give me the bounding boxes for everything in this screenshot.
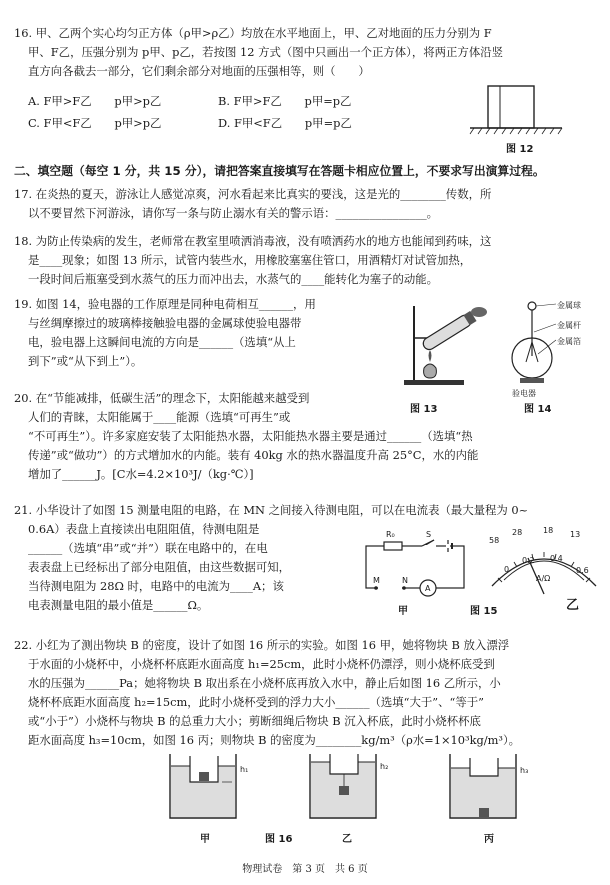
- q16-option-d: D. F甲<F乙 p甲=p乙: [218, 116, 352, 130]
- question-20: [14, 389, 600, 484]
- q21-line: 21. 小华设计了如图 15 测量电阻的电路，在 MN 之间接入待测电阻，可以在电流表（最大量程为 0~: [14, 503, 529, 517]
- section-heading: 二、填空题（每空 1 分，共 15 分），请把答案直接填写在答题卡相应位置上，不要求写出演算过程。: [14, 164, 545, 178]
- q20-line: 20. 在“节能减排，低碳生活”的理念下，太阳能越来越受到: [14, 391, 310, 405]
- fig16-h2: h₂: [380, 762, 389, 771]
- figure-12-cube: [470, 82, 570, 138]
- fig16-h3: h₃: [520, 766, 529, 775]
- q22-line: 距水面高度 h₃=10cm，如图 16 丙；则物块 B 的密度为________kg/m³（ρ水=1×10³kg/m³）。: [28, 733, 521, 747]
- q18-line: 一段时间后瓶塞受到水蒸气的压力而冲出去，水蒸气的____能转化为塞子的动能。: [28, 272, 439, 286]
- page-footer: 物理试卷 第 3 页 共 6 页: [242, 864, 368, 875]
- q21-line: 当待测电阻为 28Ω 时，电路中的电流为____A；该: [28, 579, 284, 593]
- fig15-label-r0: R₀: [386, 530, 395, 539]
- fig16-sub-jia: 甲: [200, 834, 210, 845]
- q16-option-a: A. F甲>F乙 p甲>p乙: [28, 94, 162, 108]
- dial-tick: 0: [504, 565, 510, 574]
- question-18: [14, 232, 600, 289]
- q22-line: 于水面的小烧杯中，小烧杯杯底距水面高度 h₁=25cm，此时小烧杯仍漂浮，则小烧杯底受到: [28, 657, 495, 671]
- question-19: [14, 295, 394, 371]
- fig16-sub-yi: 乙: [342, 834, 352, 845]
- q16-line: 直方向各截去一部分，它们剩余部分对地面的压强相等，则（ ）: [28, 64, 370, 78]
- figure-16-beaker-jia: [168, 752, 244, 824]
- figure-16-beaker-yi: [308, 752, 384, 824]
- figure-12-caption: 图 12: [506, 144, 534, 155]
- q22-line: 或“小于”）小烧杯与物块 B 的总重力大小；剪断细绳后物块 B 沉入杯底，此时小烧杯杯底: [28, 714, 481, 728]
- q18-line: 是____现象；如图 13 所示，试管内装些水，用橡胶塞塞住管口，用酒精灯对试管加热，: [28, 253, 472, 267]
- fig15-label-n: N: [402, 576, 408, 585]
- figure-16-beaker-bing: [448, 752, 524, 824]
- figure-14-electroscope: [508, 296, 598, 396]
- question-22: [14, 636, 600, 750]
- figure-13-test-tube-apparatus: [400, 300, 490, 396]
- q20-line: 人们的青睐，太阳能属于____能源（选填“可再生”或: [28, 410, 291, 424]
- fig15-sub-jia: 甲: [398, 606, 408, 617]
- q17-line: 以不要冒然下河游泳，请你写一条与防止溺水有关的警示语：________________。: [28, 206, 439, 220]
- q17-line: 17. 在炎热的夏天，游泳让人感觉凉爽，河水看起来比真实的要浅，这是光的________传数，所: [14, 187, 492, 201]
- fig16-h1: h₁: [240, 765, 249, 774]
- fig15-sub-yi: 乙: [566, 598, 580, 613]
- q16-line: 16. 甲、乙两个实心均匀正方体（ρ甲>ρ乙）均放在水平地面上，甲、乙对地面的压力分别为 F: [14, 26, 492, 40]
- q20-line: 传递”或“做功”）的方式增加水的内能。装有 40kg 水的热水器温度升高 25°C，水的内能: [28, 448, 479, 462]
- fig15-label-m: M: [373, 576, 380, 585]
- question-17: [14, 185, 600, 223]
- q22-line: 22. 小红为了测出物块 B 的密度，设计了如图 16 所示的实验。如图 16 甲，她将物块 B 放入漂浮: [14, 638, 510, 652]
- q16-option-c: C. F甲<F乙 p甲>p乙: [28, 116, 162, 130]
- dial-tick: 58: [489, 536, 500, 545]
- q21-line: 电表测量电阻的最小值是______Ω。: [28, 598, 209, 612]
- q19-line: 与丝绸摩擦过的玻璃棒接触验电器的金属球使验电器带: [28, 316, 302, 330]
- fig15-label-s: S: [426, 530, 432, 539]
- q19-line: 19. 如图 14，验电器的工作原理是同种电荷相互______，用: [14, 297, 316, 311]
- dial-tick: 18: [543, 526, 554, 535]
- dial-tick: 13: [570, 530, 581, 539]
- q16-line: 甲、F乙，压强分别为 p甲、p乙，若按图 12 方式（图中只画出一个正方体），将两正方体沿竖: [28, 45, 503, 59]
- q16-option-b: B. F甲>F乙 p甲=p乙: [218, 94, 352, 108]
- q22-line: 水的压强为______Pa；她将物块 B 取出系在小烧杯底再放入水中，静止后如图 16 乙所示，小: [28, 676, 501, 690]
- q21-line: ______（选填“串”或“并”）联在电路中的，在电: [28, 541, 268, 555]
- q20-line: “不可再生”）。许多家庭安装了太阳能热水器，太阳能热水器主要是通过______（选填“热: [28, 429, 473, 443]
- q20-line: 增加了______J。[C水=4.2×10³J/（kg·℃）]: [28, 467, 254, 481]
- q19-line: 到下”或“从下到上”）。: [28, 354, 143, 368]
- fig14-label-name: 验电器: [512, 389, 536, 398]
- fig14-label-foil: 金属箔: [557, 337, 581, 346]
- q19-line: 电，验电器上这瞬间电流的方向是______（选填“从上: [28, 335, 296, 349]
- dial-tick: 0.4: [550, 554, 563, 563]
- q22-line: 烧杯杯底距水面高度 h₂=15cm，此时小烧杯受到的浮力大小______（选填“大于”、“等于”: [28, 695, 484, 709]
- fig14-label-ball: 金属球: [557, 301, 581, 310]
- q21-line: 0.6A）表盘上直接读出电阻阻值，待测电阻是: [28, 522, 260, 536]
- question-16: [14, 24, 600, 81]
- figure-13-caption: 图 13: [410, 404, 438, 415]
- dial-tick: 28: [512, 528, 523, 537]
- figure-15-circuit: [362, 540, 472, 596]
- q18-line: 18. 为防止传染病的发生，老师常在教室里喷洒消毒液，没有喷洒药水的地方也能闻到药味，这: [14, 234, 492, 248]
- figure-16-caption: 图 16: [265, 834, 293, 845]
- dial-tick: 0.2: [522, 556, 535, 565]
- figure-15-caption: 图 15: [470, 606, 498, 617]
- q21-line: 表表盘上已经标出了部分电阻值，由这些数据可知，: [28, 560, 290, 574]
- figure-14-caption: 图 14: [524, 404, 552, 415]
- fig14-label-rod: 金属杆: [557, 321, 581, 330]
- fig16-sub-bing: 丙: [484, 834, 494, 845]
- dial-tick: 0.6: [576, 566, 589, 575]
- dial-unit: A/Ω: [536, 574, 551, 583]
- fig15-label-ammeter: A: [425, 584, 431, 593]
